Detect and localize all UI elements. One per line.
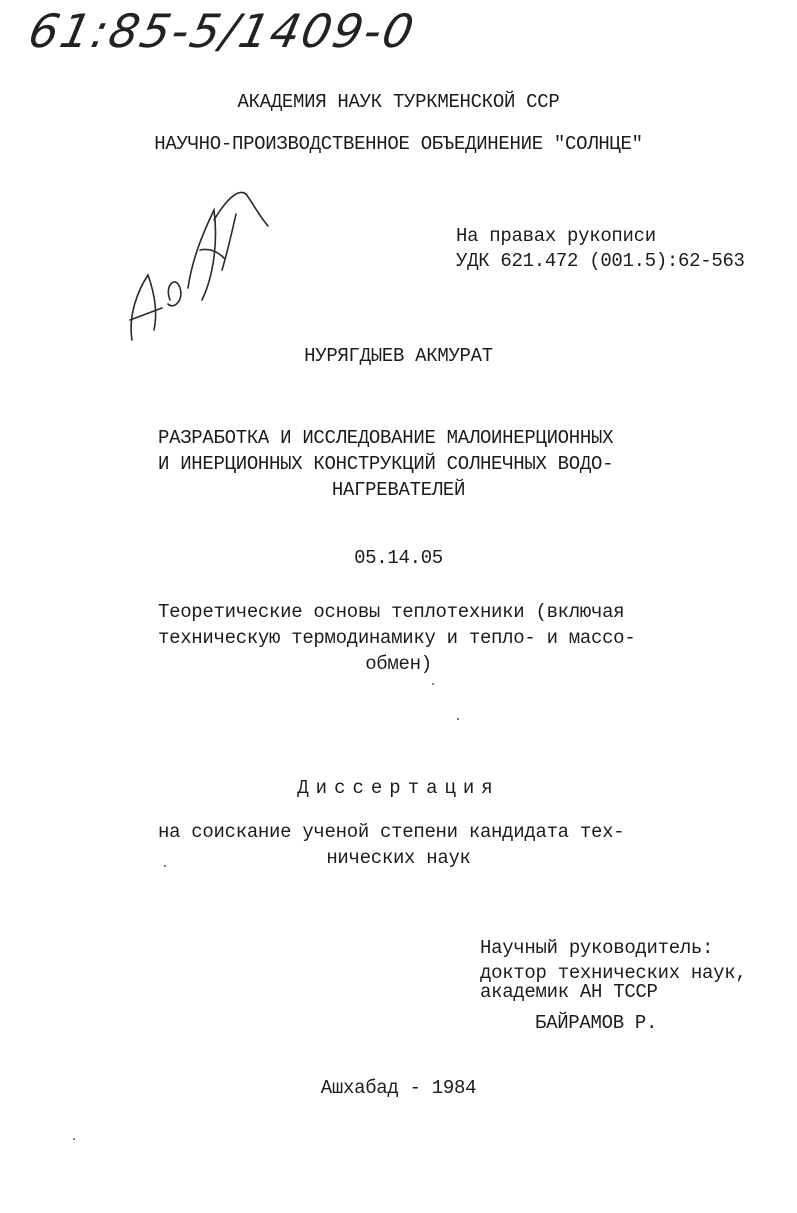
speck: [457, 718, 459, 720]
document-type: Диссертация: [297, 777, 500, 799]
udc-code: УДК 621.472 (001.5):62-563: [456, 250, 745, 272]
degree-line: на соискание ученой степени кандидата тех-: [158, 821, 625, 843]
thesis-title-line: РАЗРАБОТКА И ИССЛЕДОВАНИЕ МАЛОИНЕРЦИОННЫХ: [158, 427, 614, 449]
speck: [164, 865, 166, 867]
place-and-year: Ашхабад - 1984: [320, 1077, 477, 1099]
supervisor-name: БАЙРАМОВ Р.: [535, 1012, 658, 1034]
specialty-code: 05.14.05: [354, 547, 443, 569]
thesis-title-line: НАГРЕВАТЕЛЕЙ: [331, 479, 466, 501]
manuscript-rights: На правах рукописи: [456, 225, 656, 247]
supervisor-degree: доктор технических наук,: [480, 962, 747, 984]
supervisor-label: Научный руководитель:: [480, 937, 714, 959]
speck: [73, 1138, 75, 1140]
speck: [432, 683, 434, 685]
supervisor-rank: академик АН ТССР: [480, 981, 658, 1003]
thesis-title-line: И ИНЕРЦИОННЫХ КОНСТРУКЦИЙ СОЛНЕЧНЫХ ВОДО-: [158, 453, 614, 475]
author-name: НУРЯГДЫЕВ АКМУРАТ: [304, 345, 493, 367]
author-signature: [118, 180, 288, 350]
degree-line: нических наук: [326, 847, 471, 869]
specialty-line: обмен): [365, 653, 432, 675]
handwritten-archive-number: 61:85-5/1409-0: [23, 4, 421, 58]
specialty-line: Теоретические основы теплотехники (включая: [158, 601, 625, 623]
specialty-line: техническую термодинамику и тепло- и массо-: [158, 627, 636, 649]
academy-name: АКАДЕМИЯ НАУК ТУРКМЕНСКОЙ ССР: [237, 91, 560, 113]
organization-name: НАУЧНО-ПРОИЗВОДСТВЕННОЕ ОБЪЕДИНЕНИЕ "СОЛНЦЕ": [154, 133, 643, 155]
